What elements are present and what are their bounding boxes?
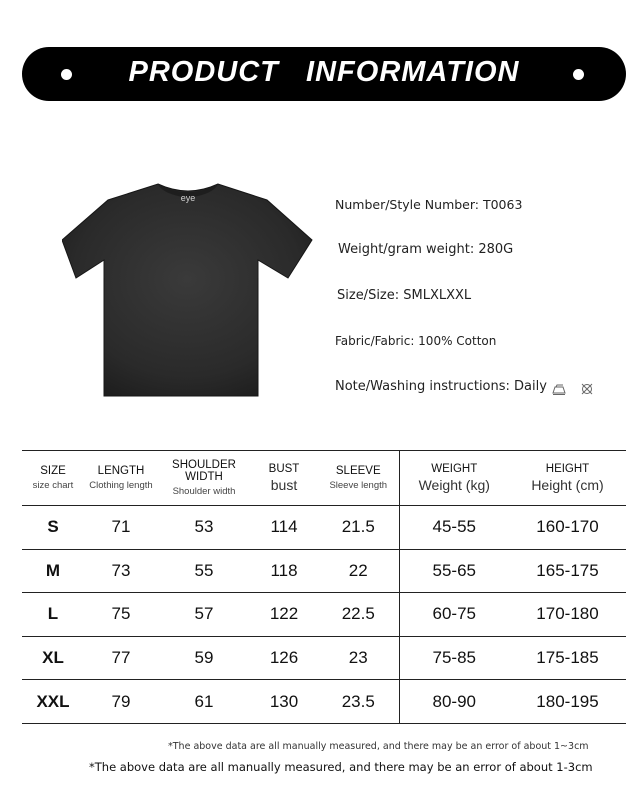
column-header: LENGTH Clothing length (89, 465, 153, 491)
table-cell: 73 (111, 560, 131, 580)
size-cell: XXL (36, 691, 70, 711)
table-cell: 75-85 (432, 648, 476, 668)
table-cell: 77 (111, 648, 131, 668)
spec-style-number: Number/Style Number: T0063 (335, 197, 523, 212)
table-cell: 80-90 (432, 691, 476, 711)
shirt-logo: eye (180, 193, 196, 203)
table-cell: 55-65 (432, 560, 476, 580)
spec-fabric: Fabric/Fabric: 100% Cotton (335, 334, 497, 348)
column-header: BUST bust (268, 463, 300, 493)
header-banner (22, 47, 626, 101)
size-cell: XL (42, 648, 64, 668)
table-cell: 175-185 (536, 648, 599, 668)
size-cell: S (47, 517, 59, 537)
page-title: PRODUCT INFORMATION (128, 56, 520, 88)
column-header: HEIGHT Height (cm) (531, 463, 604, 493)
table-cell: 22 (318, 549, 399, 593)
table-cell: 122 (269, 604, 299, 624)
table-cell: 21.5 (318, 506, 399, 550)
table-cell: 57 (194, 604, 214, 624)
spec-weight: Weight/gram weight: 280G (338, 242, 514, 257)
table-cell: 53 (194, 517, 214, 537)
tshirt-image (62, 178, 314, 400)
table-cell: 22.5 (318, 593, 399, 637)
table-row (22, 680, 626, 724)
column-header: SLEEVE Sleeve length (318, 451, 399, 506)
table-cell: 45-55 (432, 517, 476, 537)
spec-size: Size/Size: SMLXLXXL (337, 288, 472, 303)
table-row (22, 593, 626, 637)
column-header: SHOULDER WIDTH Shoulder width (172, 459, 236, 497)
table-cell: 60-75 (432, 604, 476, 624)
table-cell: 59 (194, 648, 214, 668)
table-cell: 180-195 (536, 691, 599, 711)
table-cell: 114 (270, 517, 298, 537)
table-cell: 79 (111, 691, 131, 711)
table-cell: 55 (194, 560, 214, 580)
table-cell: 165-175 (536, 560, 599, 580)
measurement-note: *The above data are all manually measured, and there may be an error of about 1-3cm (89, 760, 593, 774)
wash-icon (580, 383, 594, 395)
table-cell: 23 (318, 636, 399, 680)
iron-icon (552, 383, 566, 395)
table-header-row (22, 451, 626, 506)
spec-washing: Note/Washing instructions: Daily (335, 379, 547, 394)
column-header: SIZE size chart (32, 465, 74, 491)
size-cell: L (47, 604, 59, 624)
table-cell: 23.5 (318, 680, 399, 724)
table-cell: 61 (194, 691, 214, 711)
table-cell: 126 (269, 648, 299, 668)
table-cell: 160-170 (536, 517, 599, 537)
table-row (22, 636, 626, 680)
table-row (22, 506, 626, 550)
table-cell: 118 (270, 560, 298, 580)
size-chart-table (22, 450, 626, 724)
table-cell: 170-180 (536, 604, 599, 624)
table-cell: 130 (269, 691, 299, 711)
table-cell: 75 (111, 604, 131, 624)
table-row (22, 549, 626, 593)
table-cell: 71 (111, 517, 131, 537)
measurement-note-small: *The above data are all manually measured, and there may be an error of about 1~3cm (168, 741, 589, 752)
column-header: WEIGHT Weight (kg) (418, 463, 490, 493)
size-cell: M (45, 560, 61, 580)
bullet-dot-right (573, 69, 584, 80)
